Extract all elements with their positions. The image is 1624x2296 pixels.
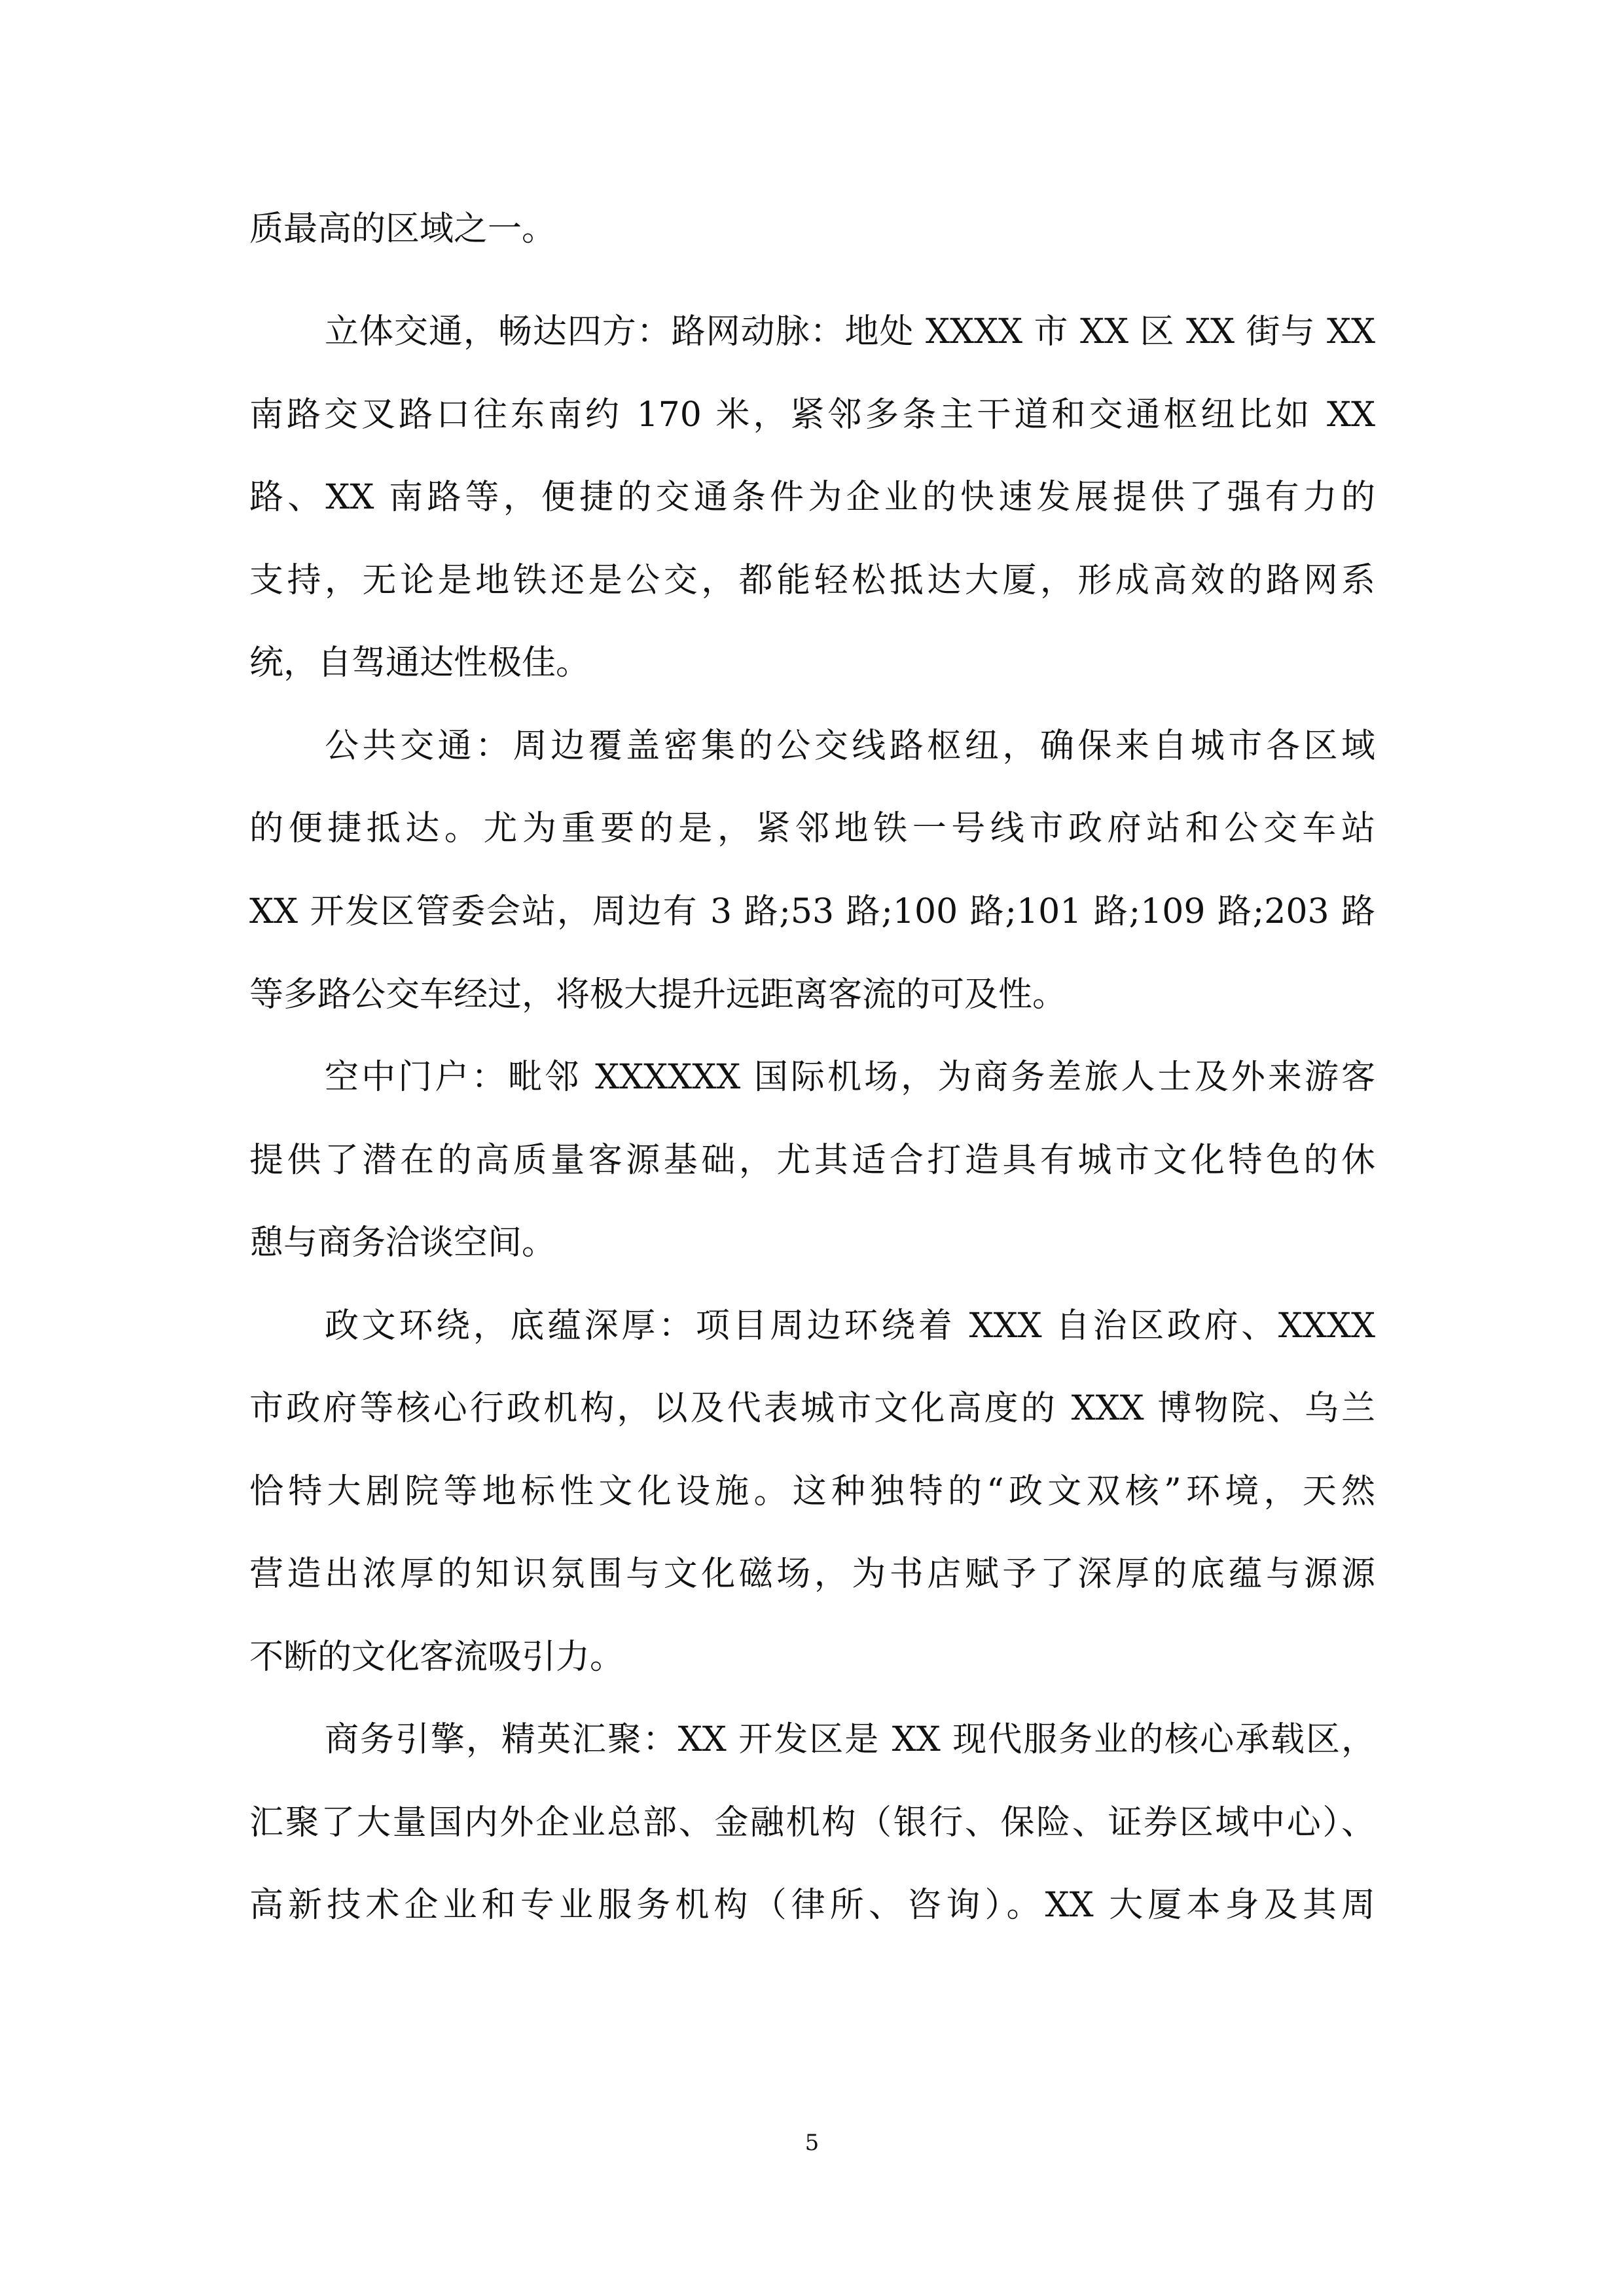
text-line: 路、XX 南路等，便捷的交通条件为企业的快速发展提供了强有力的 — [249, 478, 1375, 517]
text-line: 公共交通：周边覆盖密集的公交线路枢纽，确保来自城市各区域 — [325, 726, 1375, 766]
page-number: 5 — [804, 2130, 820, 2156]
text-line: 恰特大剧院等地标性文化设施。这种独特的“政文双核”环境，天然 — [249, 1472, 1375, 1511]
text-line: 市政府等核心行政机构，以及代表城市文化高度的 XXX 博物院、乌兰 — [249, 1389, 1375, 1428]
text-line: 汇聚了大量国内外企业总部、金融机构（银行、保险、证券区域中心）、 — [249, 1803, 1375, 1842]
text-line: 立体交通，畅达四方：路网动脉：地处 XXXX 市 XX 区 XX 街与 XX — [325, 312, 1375, 351]
text-line: 不断的文化客流吸引力。 — [249, 1638, 624, 1677]
text-line: 空中门户：毗邻 XXXXXX 国际机场，为商务差旅人士及外来游客 — [325, 1058, 1375, 1097]
text-line: 支持，无论是地铁还是公交，都能轻松抵达大厦，形成高效的路网系 — [249, 561, 1375, 600]
text-line: 高新技术企业和专业服务机构（律所、咨询）。XX 大厦本身及其周 — [249, 1886, 1375, 1925]
text-line: XX 开发区管委会站，周边有 3 路;53 路;100 路;101 路;109 路;203 路 — [249, 892, 1375, 931]
text-line: 的便捷抵达。尤为重要的是，紧邻地铁一号线市政府站和公交车站 — [249, 809, 1375, 848]
text-line: 等多路公交车经过，将极大提升远距离客流的可及性。 — [249, 975, 1067, 1014]
text-line: 提供了潜在的高质量客源基础，尤其适合打造具有城市文化特色的休 — [249, 1141, 1375, 1180]
text-line: 商务引擎，精英汇聚：XX 开发区是 XX 现代服务业的核心承载区， — [325, 1720, 1375, 1759]
text-line: 质最高的区域之一。 — [249, 209, 556, 249]
text-line: 南路交叉路口往东南约 170 米，紧邻多条主干道和交通枢纽比如 XX — [249, 395, 1375, 435]
text-line: 统，自驾通达性极佳。 — [249, 643, 590, 683]
text-line: 政文环绕，底蕴深厚：项目周边环绕着 XXX 自治区政府、XXXX — [325, 1306, 1375, 1346]
text-line: 憩与商务洽谈空间。 — [249, 1223, 556, 1263]
text-line: 营造出浓厚的知识氛围与文化磁场，为书店赋予了深厚的底蕴与源源 — [249, 1554, 1375, 1594]
